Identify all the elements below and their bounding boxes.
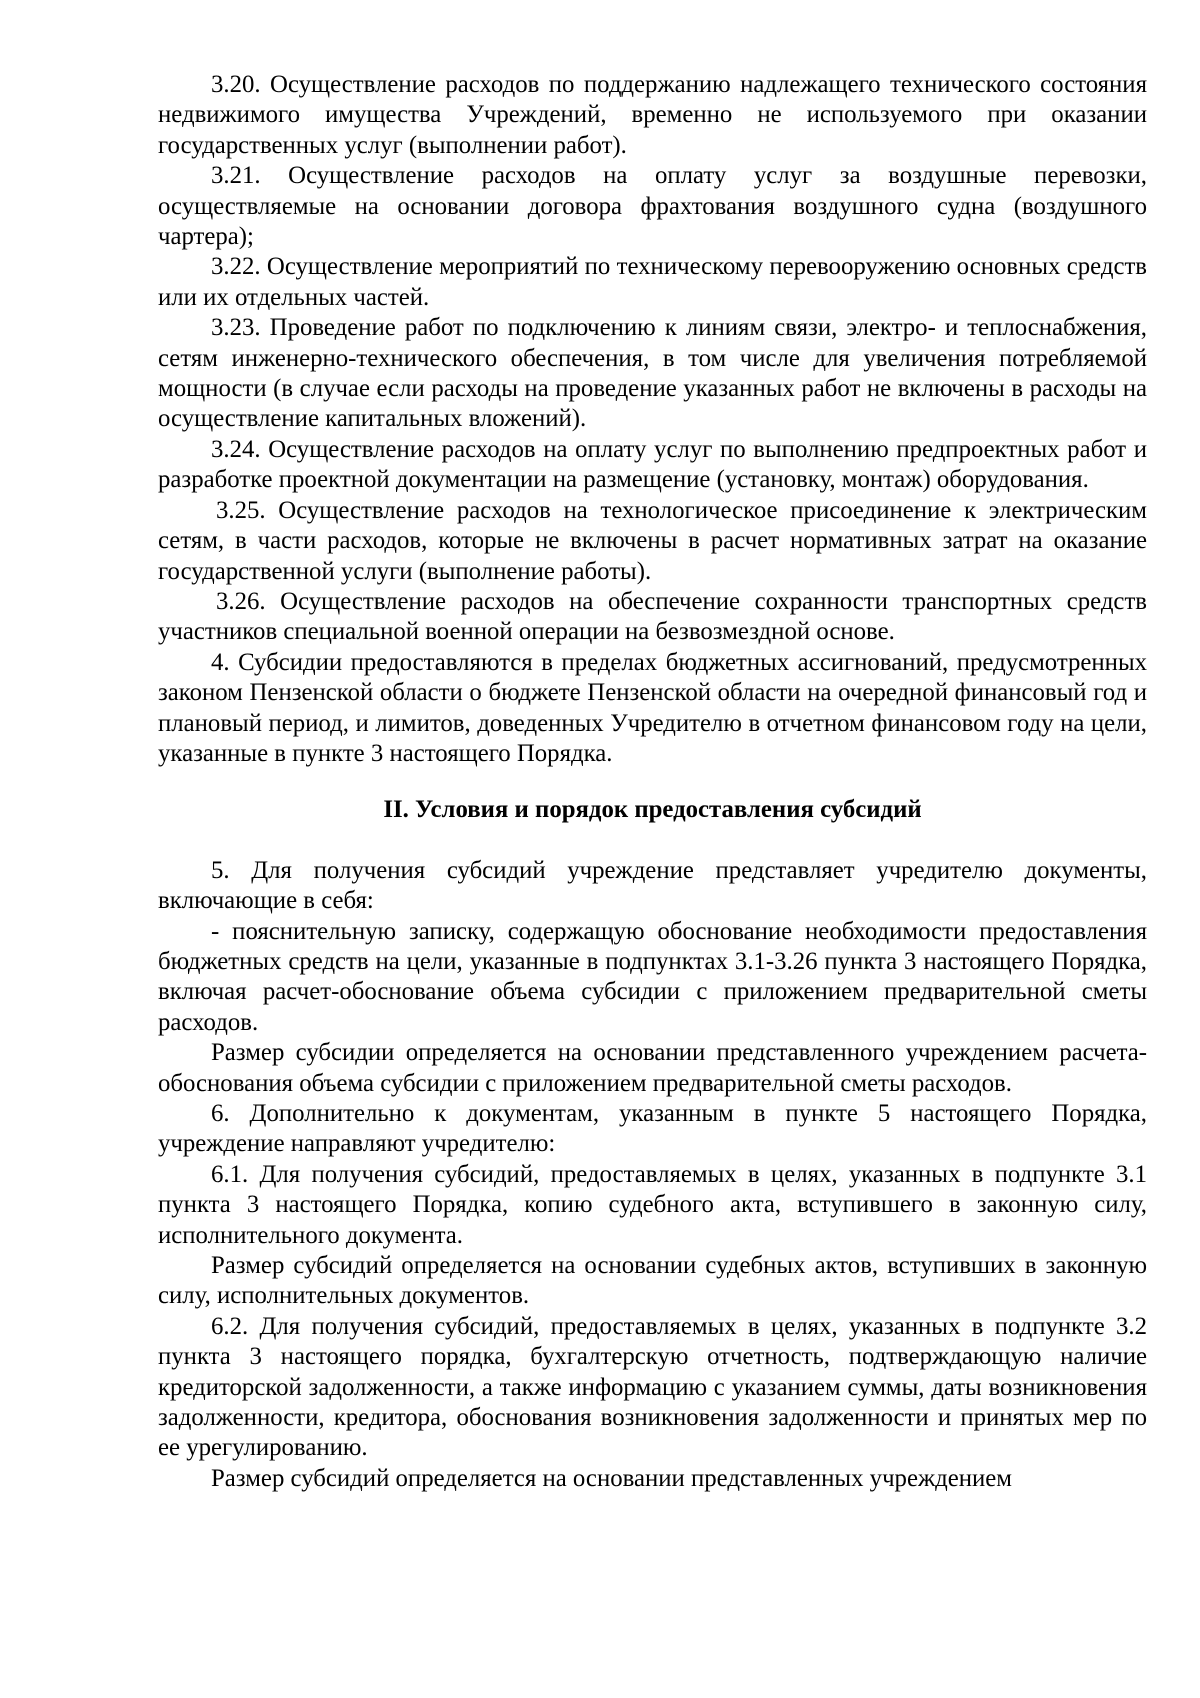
paragraph-6-1-size: Размер субсидий определяется на основании судебных актов, вступивших в законную силу, исполнительных документов. — [158, 1252, 1147, 1310]
paragraph-3-21: 3.21. Осуществление расходов на оплату услуг за воздушные перевозки, осуществляемые на основании договора фрахтования воздушного судна (воздушного чартера); — [158, 162, 1147, 251]
paragraph-6-2-size: Размер субсидий определяется на основании представленных учреждением — [211, 1464, 1012, 1492]
paragraph-5-size: Размер субсидии определяется на основании представленного учреждением расчета-обоснования объема субсидии с приложением предварительной сметы расходов. — [158, 1039, 1147, 1097]
paragraph-5-list-item: - пояснительную записку, содержащую обоснование необходимости предоставления бюджетных средств на цели, указанные в подпунктах 3.1-3.26 пункта 3 настоящего Порядка, включая расчет-обоснование объема субсидии с приложением предварительной сметы расходов. — [158, 917, 1147, 1036]
paragraph-3-20: 3.20. Осуществление расходов по поддержанию надлежащего технического состояния недвижимого имущества Учреждений, временно не используемого при оказании государственных услуг (выполнении работ). — [158, 71, 1147, 159]
paragraph-6-1: 6.1. Для получения субсидий, предоставляемых в целях, указанных в подпункте 3.1 пункта 3 настоящего Порядка, копию судебного акта, вступившего в законную силу, исполнительного документа. — [158, 1160, 1147, 1249]
paragraph-4: 4. Субсидии предоставляются в пределах бюджетных ассигнований, предусмотренных законом Пензенской области о бюджете Пензенской области на очередной финансовый год и плановый период, и лимитов, доведенных Учредителю в отчетном финансовом году на цели, указанные в пункте 3 настоящего Порядка. — [158, 648, 1147, 767]
paragraph-5: 5. Для получения субсидий учреждение представляет учредителю документы, включающие в себя: — [158, 856, 1147, 915]
paragraph-3-24: 3.24. Осуществление расходов на оплату услуг по выполнению предпроектных работ и разработке проектной документации на размещение (установку, монтаж) оборудования. — [158, 435, 1147, 494]
document-page — [158, 70, 1147, 1494]
paragraph-3-23: 3.23. Проведение работ по подключению к линиям связи, электро- и теплоснабжения, сетям инженерно-технического обеспечения, в том числе для увеличения потребляемой мощности (в случае если расходы на проведение указанных работ не включены в расходы на осуществление капитальных вложений). — [158, 314, 1147, 433]
paragraph-3-25: 3.25. Осуществление расходов на технологическое присоединение к электрическим сетям, в части расходов, которые не включены в расчет нормативных затрат на оказание государственной услуги (выполнение работы). — [158, 496, 1147, 585]
section-heading: II. Условия и порядок предоставления субсидий — [383, 796, 922, 824]
paragraph-6-2: 6.2. Для получения субсидий, предоставляемых в целях, указанных в подпункте 3.2 пункта 3 настоящего порядка, бухгалтерскую отчетность, подтверждающую наличие кредиторской задолженности, а также информацию с указанием суммы, даты возникновения задолженности, кредитора, обоснования возникновения задолженности и принятых мер по ее урегулированию. — [158, 1312, 1147, 1462]
paragraph-3-26: 3.26. Осуществление расходов на обеспечение сохранности транспортных средств участников специальной военной операции на безвозмездной основе. — [158, 587, 1147, 646]
paragraph-3-22: 3.22. Осуществление мероприятий по техническому перевооружению основных средств или их отдельных частей. — [158, 253, 1147, 311]
paragraph-6: 6. Дополнительно к документам, указанным в пункте 5 настоящего Порядка, учреждение направляют учредителю: — [158, 1100, 1147, 1158]
